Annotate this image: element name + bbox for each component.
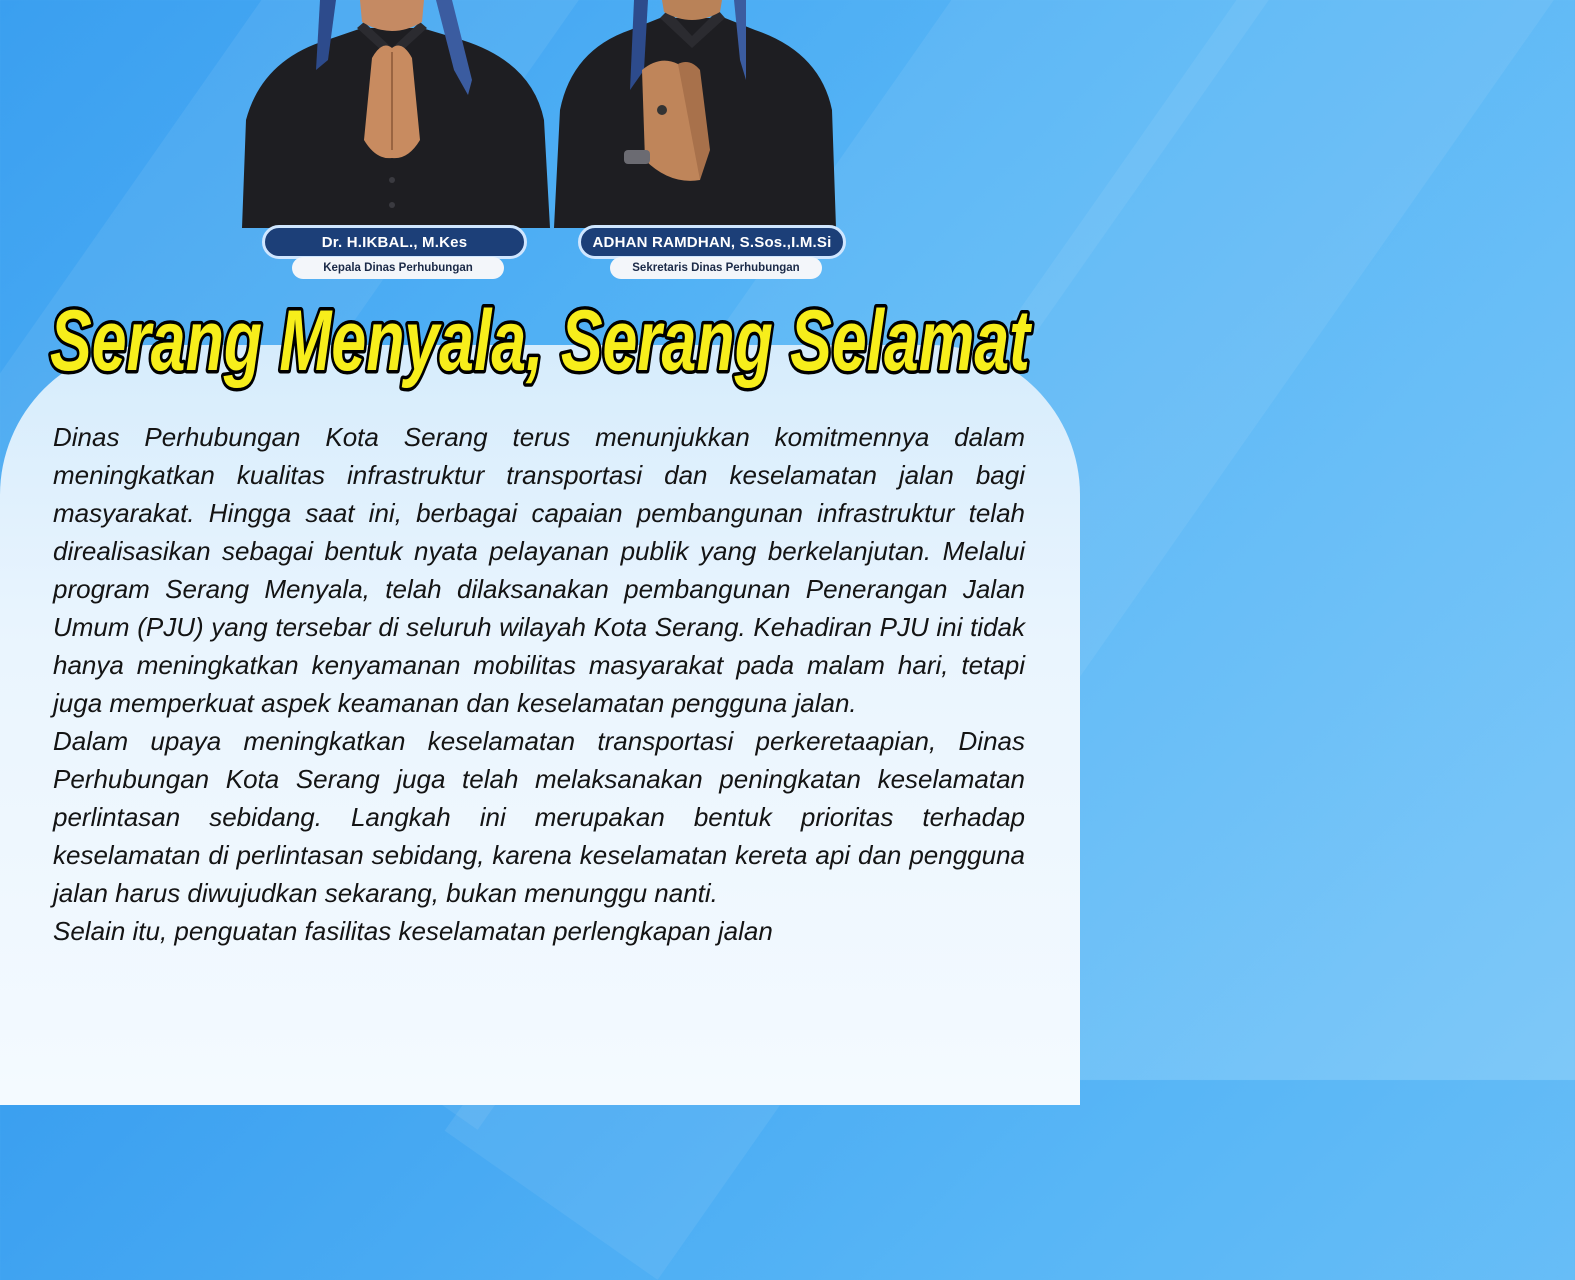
- paragraph-3: Selain itu, penguatan fasilitas keselamatan perlengkapan jalan: [53, 916, 773, 946]
- paragraph-2: Dalam upaya meningkatkan keselamatan transportasi perkeretaapian, Dinas Perhubungan Kota Serang juga telah melaksanakan peningkatan keselamatan perlintasan sebidang. Langkah ini merupakan bentuk prioritas terhadap keselamatan di perlintasan sebidang, karena keselamatan kereta api dan pengguna jalan harus diwujudkan sekarang, bukan menunggu nanti.: [53, 726, 1025, 908]
- headline: [0, 282, 1080, 392]
- role-badge-sekretaris: Sekretaris Dinas Perhubungan: [610, 257, 822, 279]
- role-badge-kepala: Kepala Dinas Perhubungan: [292, 257, 504, 279]
- portrait-kepala-dinas: [232, 0, 554, 228]
- name-badge-kepala: Dr. H.IKBAL., M.Kes: [262, 225, 527, 259]
- paragraph-1: Dinas Perhubungan Kota Serang terus menunjukkan komitmennya dalam meningkatkan kualitas infrastruktur transportasi dan keselamatan jalan bagi masyarakat. Hingga saat ini, berbagai capaian pembangunan infrastruktur telah direalisasikan sebagai bentuk nyata pelayanan publik yang berkelanjutan. Melalui program Serang Menyala, telah dilaksanakan pembangunan Penerangan Jalan Umum (PJU) yang tersebar di seluruh wilayah Kota Serang. Kehadiran PJU ini tidak hanya meningkatkan kenyamanan mobilitas masyarakat pada malam hari, tetapi juga memperkuat aspek keamanan dan keselamatan pengguna jalan.: [53, 422, 1025, 718]
- headline-text: Serang Menyala, Serang Selamat: [50, 293, 1033, 389]
- article-body: [53, 418, 1025, 950]
- portrait-sekretaris-dinas: [550, 0, 840, 228]
- name-badge-sekretaris: ADHAN RAMDHAN, S.Sos.,I.M.Si: [578, 225, 846, 259]
